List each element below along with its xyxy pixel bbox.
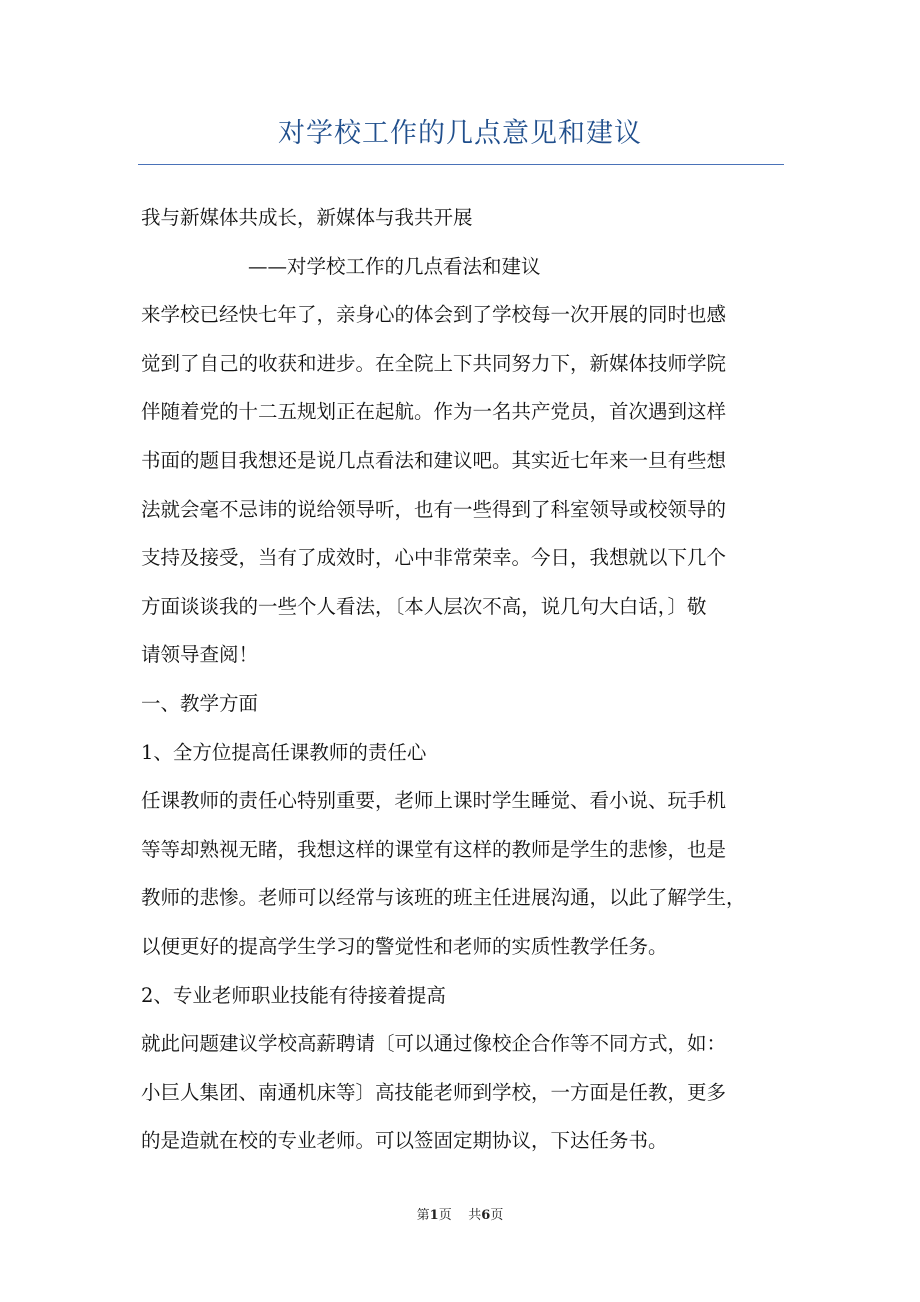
section-heading: 一、教学方面 <box>141 691 259 715</box>
paragraph-line: 的是造就在校的专业老师。可以签固定期协议，下达任务书。 <box>141 1129 668 1153</box>
total-pages: 6 <box>481 1208 491 1223</box>
page-footer <box>0 1206 920 1226</box>
subsection-heading: 1、全方位提高任课教师的责任心 <box>141 740 427 764</box>
page-unit: 页 <box>438 1208 452 1223</box>
subsection-heading: 2、专业老师职业技能有待接着提高 <box>141 983 446 1007</box>
paragraph-line: 以便更好的提高学生学习的警觉性和老师的实质性教学任务。 <box>141 934 668 958</box>
paragraph-line: 等等却熟视无睹，我想这样的课堂有这样的教师是学生的悲惨，也是 <box>141 837 727 861</box>
document-title: 对学校工作的几点意见和建议 <box>278 118 642 149</box>
heading-line: 我与新媒体共成长，新媒体与我共开展 <box>141 206 473 229</box>
document-body <box>141 194 791 1166</box>
paragraph-line: 任课教师的责任心特别重要，老师上课时学生睡觉、看小说、玩手机 <box>141 789 727 813</box>
total-unit: 页 <box>490 1208 504 1223</box>
paragraph-line: 书面的题目我想还是说几点看法和建议吧。其实近七年来一旦有些想 <box>141 448 727 472</box>
total-prefix: 共 <box>468 1208 482 1223</box>
paragraph-line: 教师的悲惨。老师可以经常与该班的班主任进展沟通，以此了解学生， <box>141 886 746 910</box>
paragraph-line: 请领导查阅！ <box>141 643 259 667</box>
paragraph-line: 小巨人集团、南通机床等〕高技能老师到学校，一方面是任教，更多 <box>141 1080 727 1104</box>
paragraph-line: 就此问题建议学校高薪聘请〔可以通过像校企合作等不同方式，如： <box>141 1032 727 1056</box>
page-prefix: 第 <box>416 1208 430 1223</box>
paragraph-line: 觉到了自己的收获和进步。在全院上下共同努力下，新媒体技师学院 <box>141 351 727 375</box>
paragraph-line: 支持及接受，当有了成效时，心中非常荣幸。今日，我想就以下几个 <box>141 546 727 570</box>
paragraph-line: 方面谈谈我的一些个人看法，〔本人层次不高，说几句大白话，〕敬 <box>141 594 707 618</box>
paragraph-line: 来学校已经快七年了，亲身心的体会到了学校每一次开展的同时也感 <box>141 303 727 327</box>
paragraph-line: 法就会毫不忌讳的说给领导听，也有一些得到了科室领导或校领导的 <box>141 497 727 521</box>
paragraph-line: 伴随着党的十二五规划正在起航。作为一名共产党员，首次遇到这样 <box>141 400 727 424</box>
title-divider <box>138 164 784 165</box>
page-number: 1 <box>429 1208 439 1223</box>
subheading-line: ——对学校工作的几点看法和建议 <box>248 254 541 278</box>
